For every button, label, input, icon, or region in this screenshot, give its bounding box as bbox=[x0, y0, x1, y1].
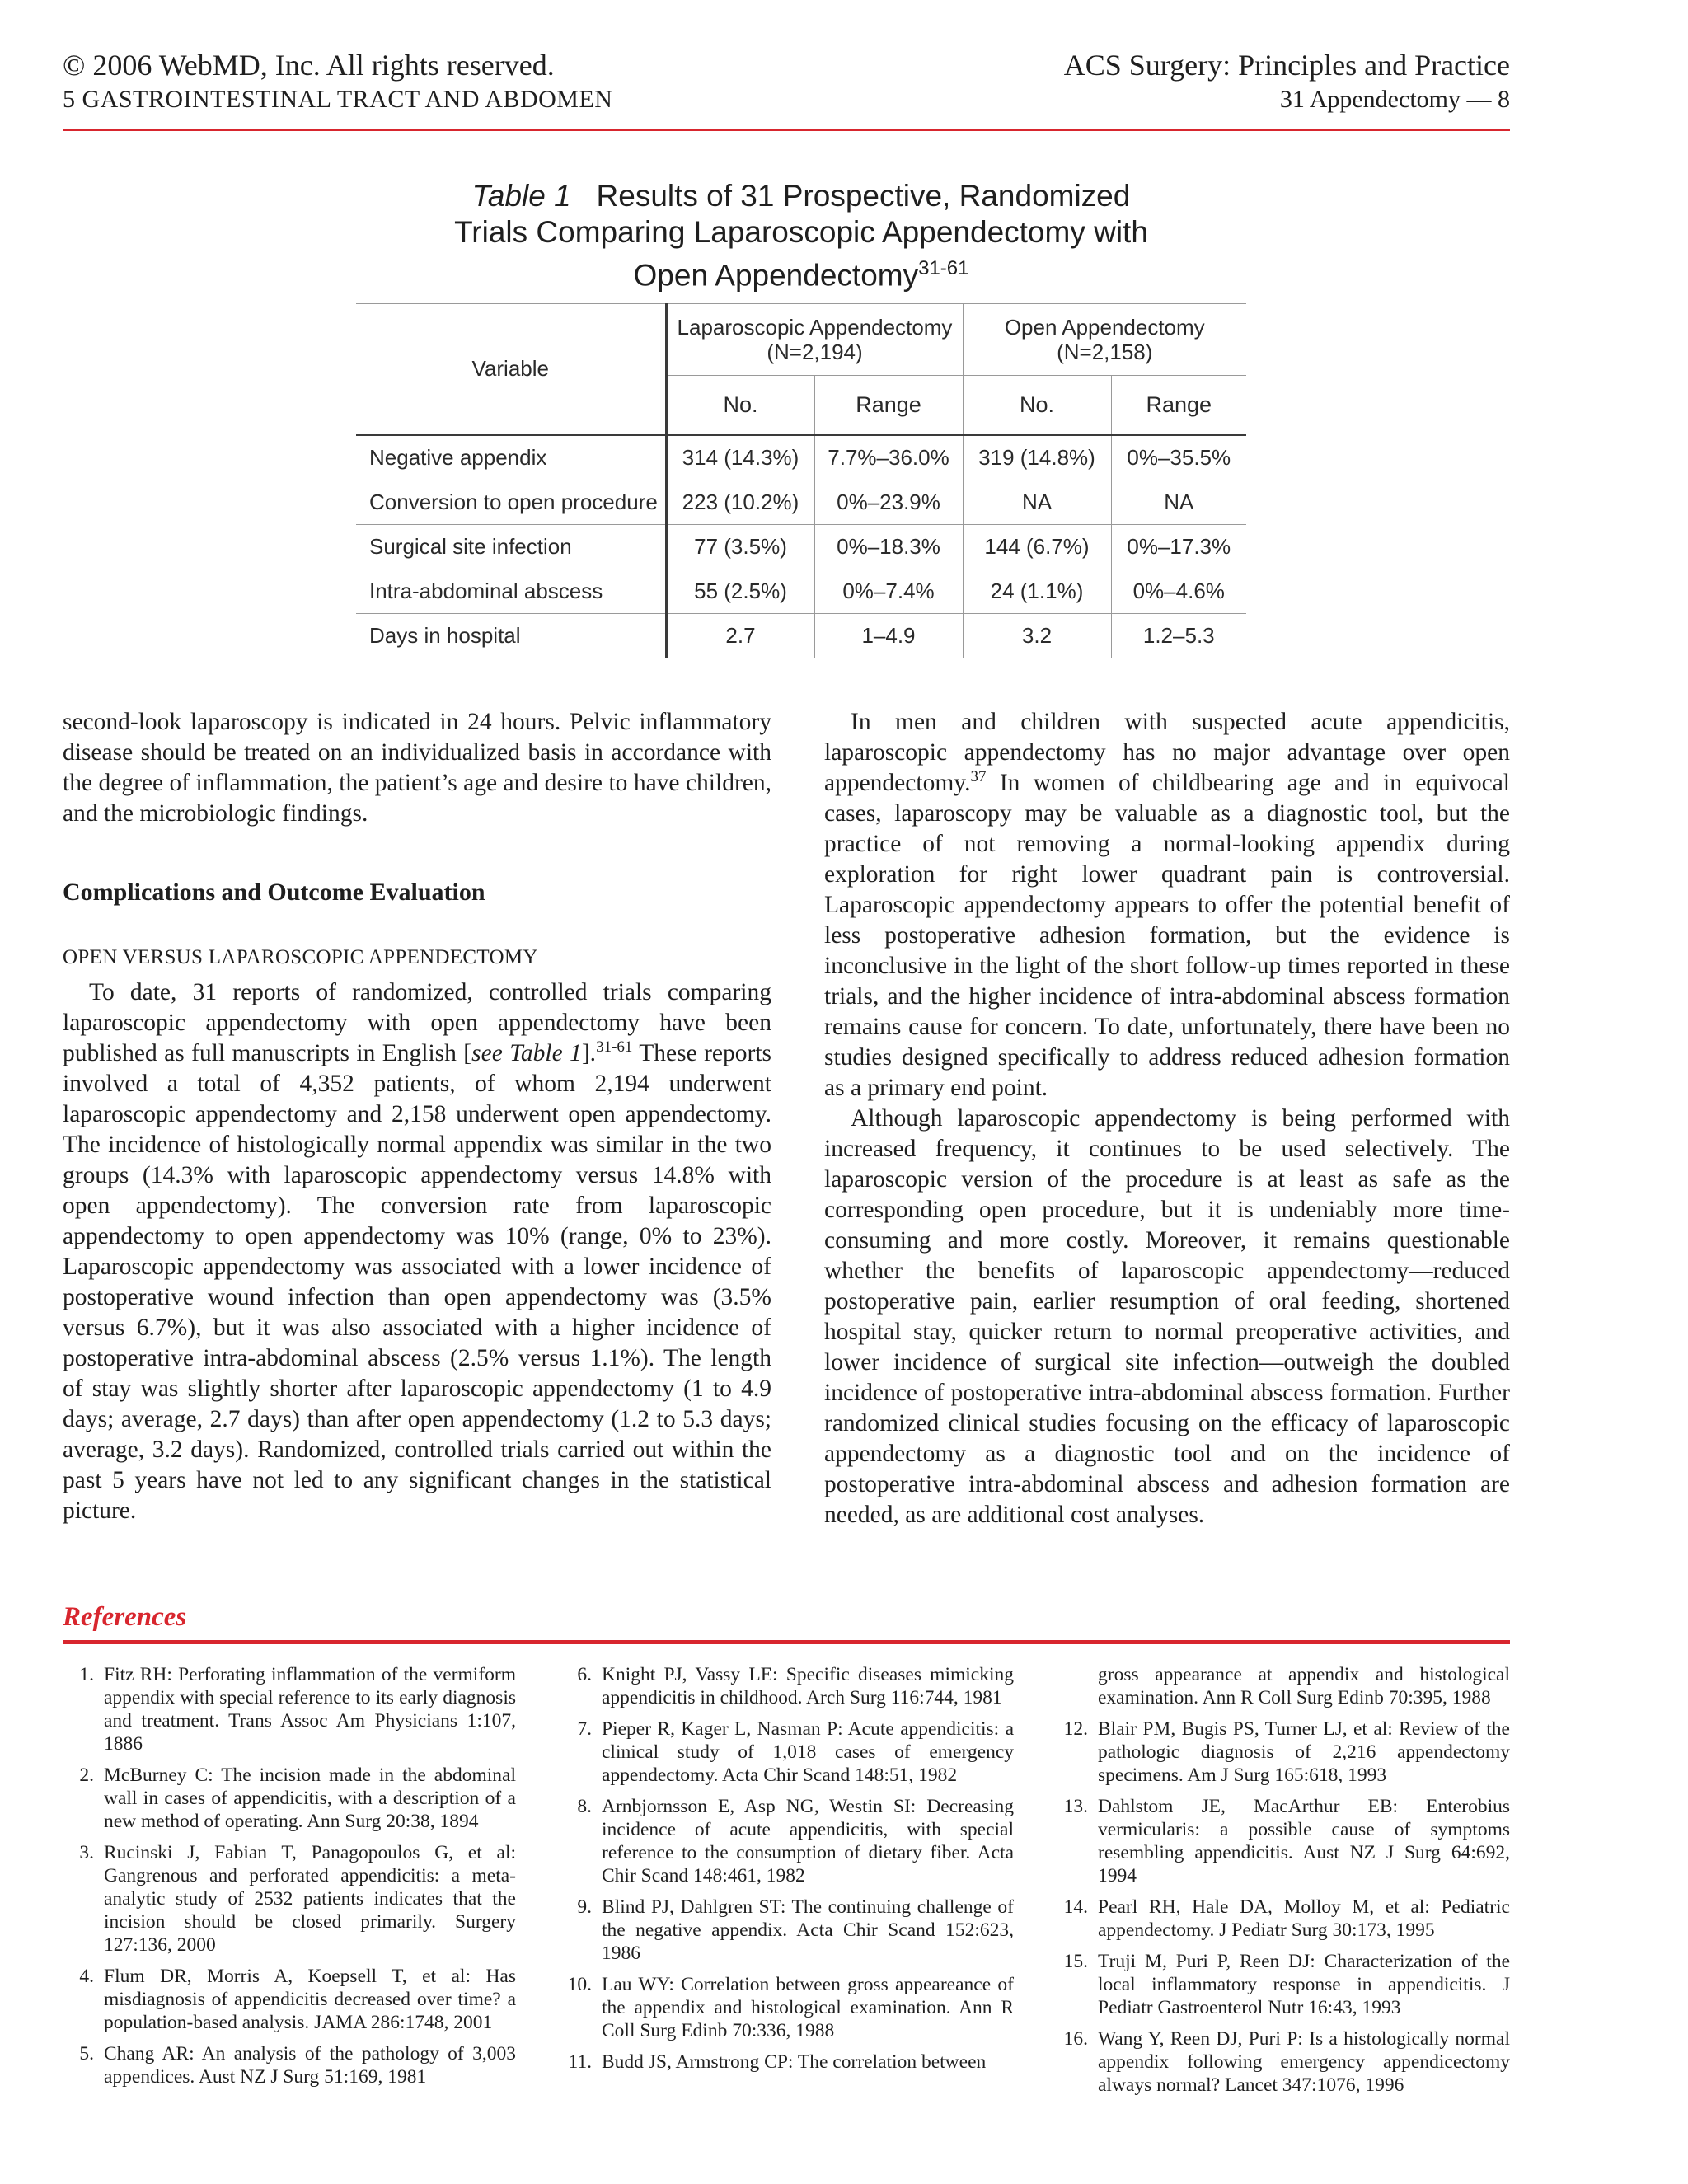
open-range-cell: 0%–4.6% bbox=[1111, 569, 1246, 614]
intro-text: second-look laparoscopy is indicated in 24 hours. Pelvic inflammatory disease should be treated on an individualized basis in accordance with the degree of inflammation, the patient’s age and desire to have children, and the microbiologic findings. bbox=[63, 709, 771, 827]
open-group-header bbox=[963, 304, 1246, 376]
table-title-citation: 31-61 bbox=[918, 257, 969, 279]
lap-group-name: Laparoscopic Appendectomy bbox=[677, 315, 953, 340]
reference-item bbox=[1057, 2027, 1510, 2097]
reference-item bbox=[560, 1795, 1014, 1887]
reference-number: 13. bbox=[1063, 1796, 1088, 1817]
reference-text: Chang AR: An analysis of the pathology of 3,003 appendices. Aust NZ J Surg 51:169, 1981 bbox=[104, 2043, 516, 2088]
references-column-1 bbox=[63, 1663, 516, 2097]
table-reference: see Table 1 bbox=[471, 1040, 582, 1066]
reference-item bbox=[560, 1973, 1014, 2042]
copyright-notice: © 2006 WebMD, Inc. All rights reserved. bbox=[63, 49, 555, 82]
para-text: ]. bbox=[581, 1040, 597, 1066]
reference-item bbox=[63, 1663, 516, 1755]
lap-range-cell: 1–4.9 bbox=[814, 614, 963, 658]
lap-range-cell: 0%–7.4% bbox=[814, 569, 963, 614]
lap-range-cell: 0%–18.3% bbox=[814, 525, 963, 569]
reference-number: 16. bbox=[1063, 2028, 1088, 2050]
lap-no-cell: 55 (2.5%) bbox=[666, 569, 814, 614]
section-title: 5 GASTROINTESTINAL TRACT AND ABDOMEN bbox=[63, 86, 613, 113]
para-text: These reports involved a total of 4,352 patients, of whom 2,194 underwent laparoscopic appendectomy and 2,158 underwent open appendectomy. The incidence of histologically normal appendix was similar in the two groups (14.3% with laparoscopic appendectomy versus 14.8% with open appendectomy). The conversion rate from laparoscopic appendectomy to open appendectomy was 10% (range, 0% to 23%). Laparoscopic appendectomy was associated with a lower incidence of postoperative wound infection than open appendectomy was (3.5% versus 6.7%), but it was also associated with a higher incidence of postoperative intra-abdominal abscess (2.5% versus 1.1%). The length of stay was slightly shorter after laparoscopic appendectomy (1 to 4.9 days; average, 2.7 days) than after open appendectomy (1.2 to 5.3 days; average, 3.2 days). Randomized, controlled trials carried out within the past 5 years have not led to any significant changes in the statistical picture. bbox=[63, 1040, 772, 1524]
reference-text: McBurney C: The incision made in the abdominal wall in cases of appendicitis, with a description of a new method of operating. Ann Surg 20:38, 1894 bbox=[104, 1765, 516, 1832]
reference-number: 6. bbox=[577, 1664, 592, 1685]
lap-no-cell: 77 (3.5%) bbox=[666, 525, 814, 569]
open-no-cell: 3.2 bbox=[963, 614, 1111, 658]
open-range-header: Range bbox=[1111, 376, 1246, 435]
para-text: In men and children with suspected acute appendicitis, laparoscopic appendectomy has no major advantage over open appendectomy. bbox=[824, 709, 1510, 796]
table-title-line3: Open Appendectomy bbox=[633, 258, 919, 293]
reference-item bbox=[560, 2050, 1014, 2074]
table-header-row bbox=[356, 304, 1246, 376]
lap-range-header: Range bbox=[814, 376, 963, 435]
reference-item bbox=[560, 1896, 1014, 1965]
row-label: Negative appendix bbox=[356, 435, 666, 480]
left-main-paragraph bbox=[63, 977, 771, 1526]
citation: 31-61 bbox=[596, 1038, 633, 1057]
reference-text: Fitz RH: Perforating inflammation of the vermiform appendix with special reference to its early diagnosis and treatment. Trans Assoc Am Physicians 1:107, 1886 bbox=[104, 1664, 516, 1755]
reference-number: 10. bbox=[567, 1974, 592, 1995]
reference-text: Dahlstom JE, MacArthur EB: Enterobius vermicularis: a possible cause of symptoms resembling appendicitis. Aust NZ J Surg 64:692, 1994 bbox=[1098, 1796, 1510, 1886]
book-title: ACS Surgery: Principles and Practice bbox=[1063, 49, 1510, 82]
reference-text: Rucinski J, Fabian T, Panagopoulos G, et al: Gangrenous and perforated appendicitis: a meta-analytic study of 2532 patients indicates that the incision should be closed primarily. Surgery 127:136, 2000 bbox=[104, 1842, 516, 1956]
reference-text: Pearl RH, Hale DA, Molloy M, et al: Pediatric appendectomy. J Pediatr Surg 30:173, 1995 bbox=[1098, 1896, 1510, 1941]
open-no-cell: 24 (1.1%) bbox=[963, 569, 1111, 614]
reference-text: Wang Y, Reen DJ, Puri P: Is a histologically normal appendix following emergency appendicectomy always normal? Lancet 347:1076, 1996 bbox=[1098, 2028, 1510, 2096]
reference-text: Truji M, Puri P, Reen DJ: Characterization of the local inflammatory response in appendicitis. J Pediatr Gastroenterol Nutr 16:43, 1993 bbox=[1098, 1951, 1510, 2018]
reference-number: 4. bbox=[79, 1966, 94, 1987]
table-title bbox=[356, 178, 1246, 293]
reference-number: 15. bbox=[1063, 1951, 1088, 1972]
lap-group-header bbox=[666, 304, 963, 376]
table-row bbox=[356, 569, 1246, 614]
lap-no-cell: 223 (10.2%) bbox=[666, 480, 814, 525]
table-title-line1: Results of 31 Prospective, Randomized bbox=[596, 179, 1131, 213]
reference-item bbox=[560, 1718, 1014, 1787]
reference-number: 8. bbox=[577, 1796, 592, 1817]
reference-number: 9. bbox=[577, 1896, 592, 1918]
table-row bbox=[356, 614, 1246, 658]
references-rule bbox=[63, 1640, 1510, 1644]
right-column bbox=[824, 707, 1510, 1530]
reference-item bbox=[63, 1764, 516, 1833]
reference-number: 5. bbox=[79, 2043, 94, 2064]
lap-no-header: No. bbox=[666, 376, 814, 435]
chapter-page: 31 Appendectomy — 8 bbox=[1279, 86, 1510, 113]
reference-item bbox=[63, 1965, 516, 2034]
paragraph: Although laparoscopic appendectomy is being performed with increased frequency, it continues to be used selectively. The laparoscopic version of the procedure is at least as safe as the corresponding open procedure, but it is undeniably more time-consuming and more costly. Moreover, it remains questionable whether the benefits of laparoscopic appendectomy—reduced postoperative pain, earlier resumption of oral feeding, shortened hospital stay, quicker return to normal preoperative activities, and lower incidence of surgical site infection—outweigh the doubled incidence of postoperative intra-abdominal abscess formation. Further randomized clinical studies focusing on the efficacy of laparoscopic appendectomy as a diagnostic tool and on the incidence of postoperative intra-abdominal abscess and adhesion formation are needed, as are additional cost analyses. bbox=[824, 1105, 1510, 1528]
reference-number: 3. bbox=[79, 1842, 94, 1863]
header-rule bbox=[63, 129, 1510, 131]
references-column-2 bbox=[560, 1663, 1014, 2082]
table-row bbox=[356, 525, 1246, 569]
reference-number: 2. bbox=[79, 1765, 94, 1786]
lap-range-cell: 0%–23.9% bbox=[814, 480, 963, 525]
row-label: Conversion to open procedure bbox=[356, 480, 666, 525]
lap-no-cell: 314 (14.3%) bbox=[666, 435, 814, 480]
reference-number: 14. bbox=[1063, 1896, 1088, 1918]
reference-item bbox=[1057, 1896, 1510, 1942]
reference-number: 12. bbox=[1063, 1718, 1088, 1740]
lap-no-cell: 2.7 bbox=[666, 614, 814, 658]
row-label: Days in hospital bbox=[356, 614, 666, 658]
paragraph bbox=[824, 707, 1510, 1104]
reference-item bbox=[1057, 1950, 1510, 2019]
reference-text: gross appearance at appendix and histological examination. Ann R Coll Surg Edinb 70:395, 1988 bbox=[1098, 1664, 1510, 1708]
table-label: Table 1 bbox=[471, 179, 571, 213]
section-heading: Complications and Outcome Evaluation bbox=[63, 879, 485, 906]
open-range-cell: NA bbox=[1111, 480, 1246, 525]
table-row bbox=[356, 435, 1246, 480]
citation: 37 bbox=[970, 768, 987, 786]
reference-text: Lau WY: Correlation between gross appeareance of the appendix and histological examination. Ann R Coll Surg Edinb 70:336, 1988 bbox=[602, 1974, 1014, 2041]
references-column-3 bbox=[1057, 1663, 1510, 2105]
reference-continuation bbox=[1057, 1663, 1510, 1709]
open-no-cell: 319 (14.8%) bbox=[963, 435, 1111, 480]
open-no-cell: NA bbox=[963, 480, 1111, 525]
row-label: Surgical site infection bbox=[356, 525, 666, 569]
open-no-header: No. bbox=[963, 376, 1111, 435]
lap-group-n: (N=2,194) bbox=[767, 340, 863, 364]
reference-item bbox=[1057, 1795, 1510, 1887]
reference-item bbox=[560, 1663, 1014, 1709]
reference-text: Budd JS, Armstrong CP: The correlation between bbox=[602, 2051, 987, 2073]
reference-text: Flum DR, Morris A, Koepsell T, et al: Has misdiagnosis of appendicitis decreased over time? a population-based analysis. JAMA 286:1748, 2001 bbox=[104, 1966, 516, 2033]
open-group-n: (N=2,158) bbox=[1057, 340, 1153, 364]
table-row bbox=[356, 480, 1246, 525]
reference-text: Blair PM, Bugis PS, Turner LJ, et al: Review of the pathologic diagnosis of 2,216 appendectomy specimens. Am J Surg 165:618, 1993 bbox=[1098, 1718, 1510, 1786]
reference-number: 1. bbox=[79, 1664, 94, 1685]
open-group-name: Open Appendectomy bbox=[1004, 315, 1205, 340]
para-text: In women of childbearing age and in equivocal cases, laparoscopy may be valuable as a diagnostic tool, but the practice of not removing a normal-looking appendix during exploration for right lower quadrant pain is controversial. Laparoscopic appendectomy appears to offer the potential benefit of less postoperative adhesion formation, but the evidence is inconclusive in the light of the short follow-up times reported in these trials, and the higher incidence of intra-abdominal abscess formation remains cause for concern. To date, unfortunately, there have been no studies designed specifically to address reduced adhesion formation as a primary end point. bbox=[824, 770, 1510, 1101]
results-table bbox=[356, 303, 1246, 658]
reference-number: 11. bbox=[568, 2051, 592, 2073]
variable-header: Variable bbox=[356, 304, 666, 435]
table-title-line2: Trials Comparing Laparoscopic Appendectomy with bbox=[454, 215, 1148, 249]
reference-text: Pieper R, Kager L, Nasman P: Acute appendicitis: a clinical study of 1,018 cases of emergency appendectomy. Acta Chir Scand 148:51, 1982 bbox=[602, 1718, 1014, 1786]
left-intro-paragraph bbox=[63, 707, 771, 829]
reference-text: Blind PJ, Dahlgren ST: The continuing challenge of the negative appendix. Acta Chir Scand 152:623, 1986 bbox=[602, 1896, 1014, 1964]
open-range-cell: 1.2–5.3 bbox=[1111, 614, 1246, 658]
lap-range-cell: 7.7%–36.0% bbox=[814, 435, 963, 480]
row-label: Intra-abdominal abscess bbox=[356, 569, 666, 614]
paragraph bbox=[63, 977, 771, 1526]
reference-item bbox=[63, 1841, 516, 1957]
open-range-cell: 0%–35.5% bbox=[1111, 435, 1246, 480]
reference-item bbox=[63, 2042, 516, 2088]
references-title: References bbox=[63, 1602, 187, 1632]
open-range-cell: 0%–17.3% bbox=[1111, 525, 1246, 569]
reference-text: Arnbjornsson E, Asp NG, Westin SI: Decreasing incidence of acute appendicitis, with special reference to the consumption of dietary fiber. Acta Chir Scand 148:461, 1982 bbox=[602, 1796, 1014, 1886]
reference-text: Knight PJ, Vassy LE: Specific diseases mimicking appendicitis in childhood. Arch Surg 116:744, 1981 bbox=[602, 1664, 1014, 1708]
open-no-cell: 144 (6.7%) bbox=[963, 525, 1111, 569]
reference-number: 7. bbox=[577, 1718, 592, 1740]
reference-item bbox=[1057, 1718, 1510, 1787]
subsection-heading: OPEN VERSUS LAPAROSCOPIC APPENDECTOMY bbox=[63, 946, 538, 968]
para-text: To date, 31 reports of randomized, controlled trials comparing laparoscopic appendectomy with open appendectomy have been published as full manuscripts in English [ bbox=[63, 979, 771, 1066]
